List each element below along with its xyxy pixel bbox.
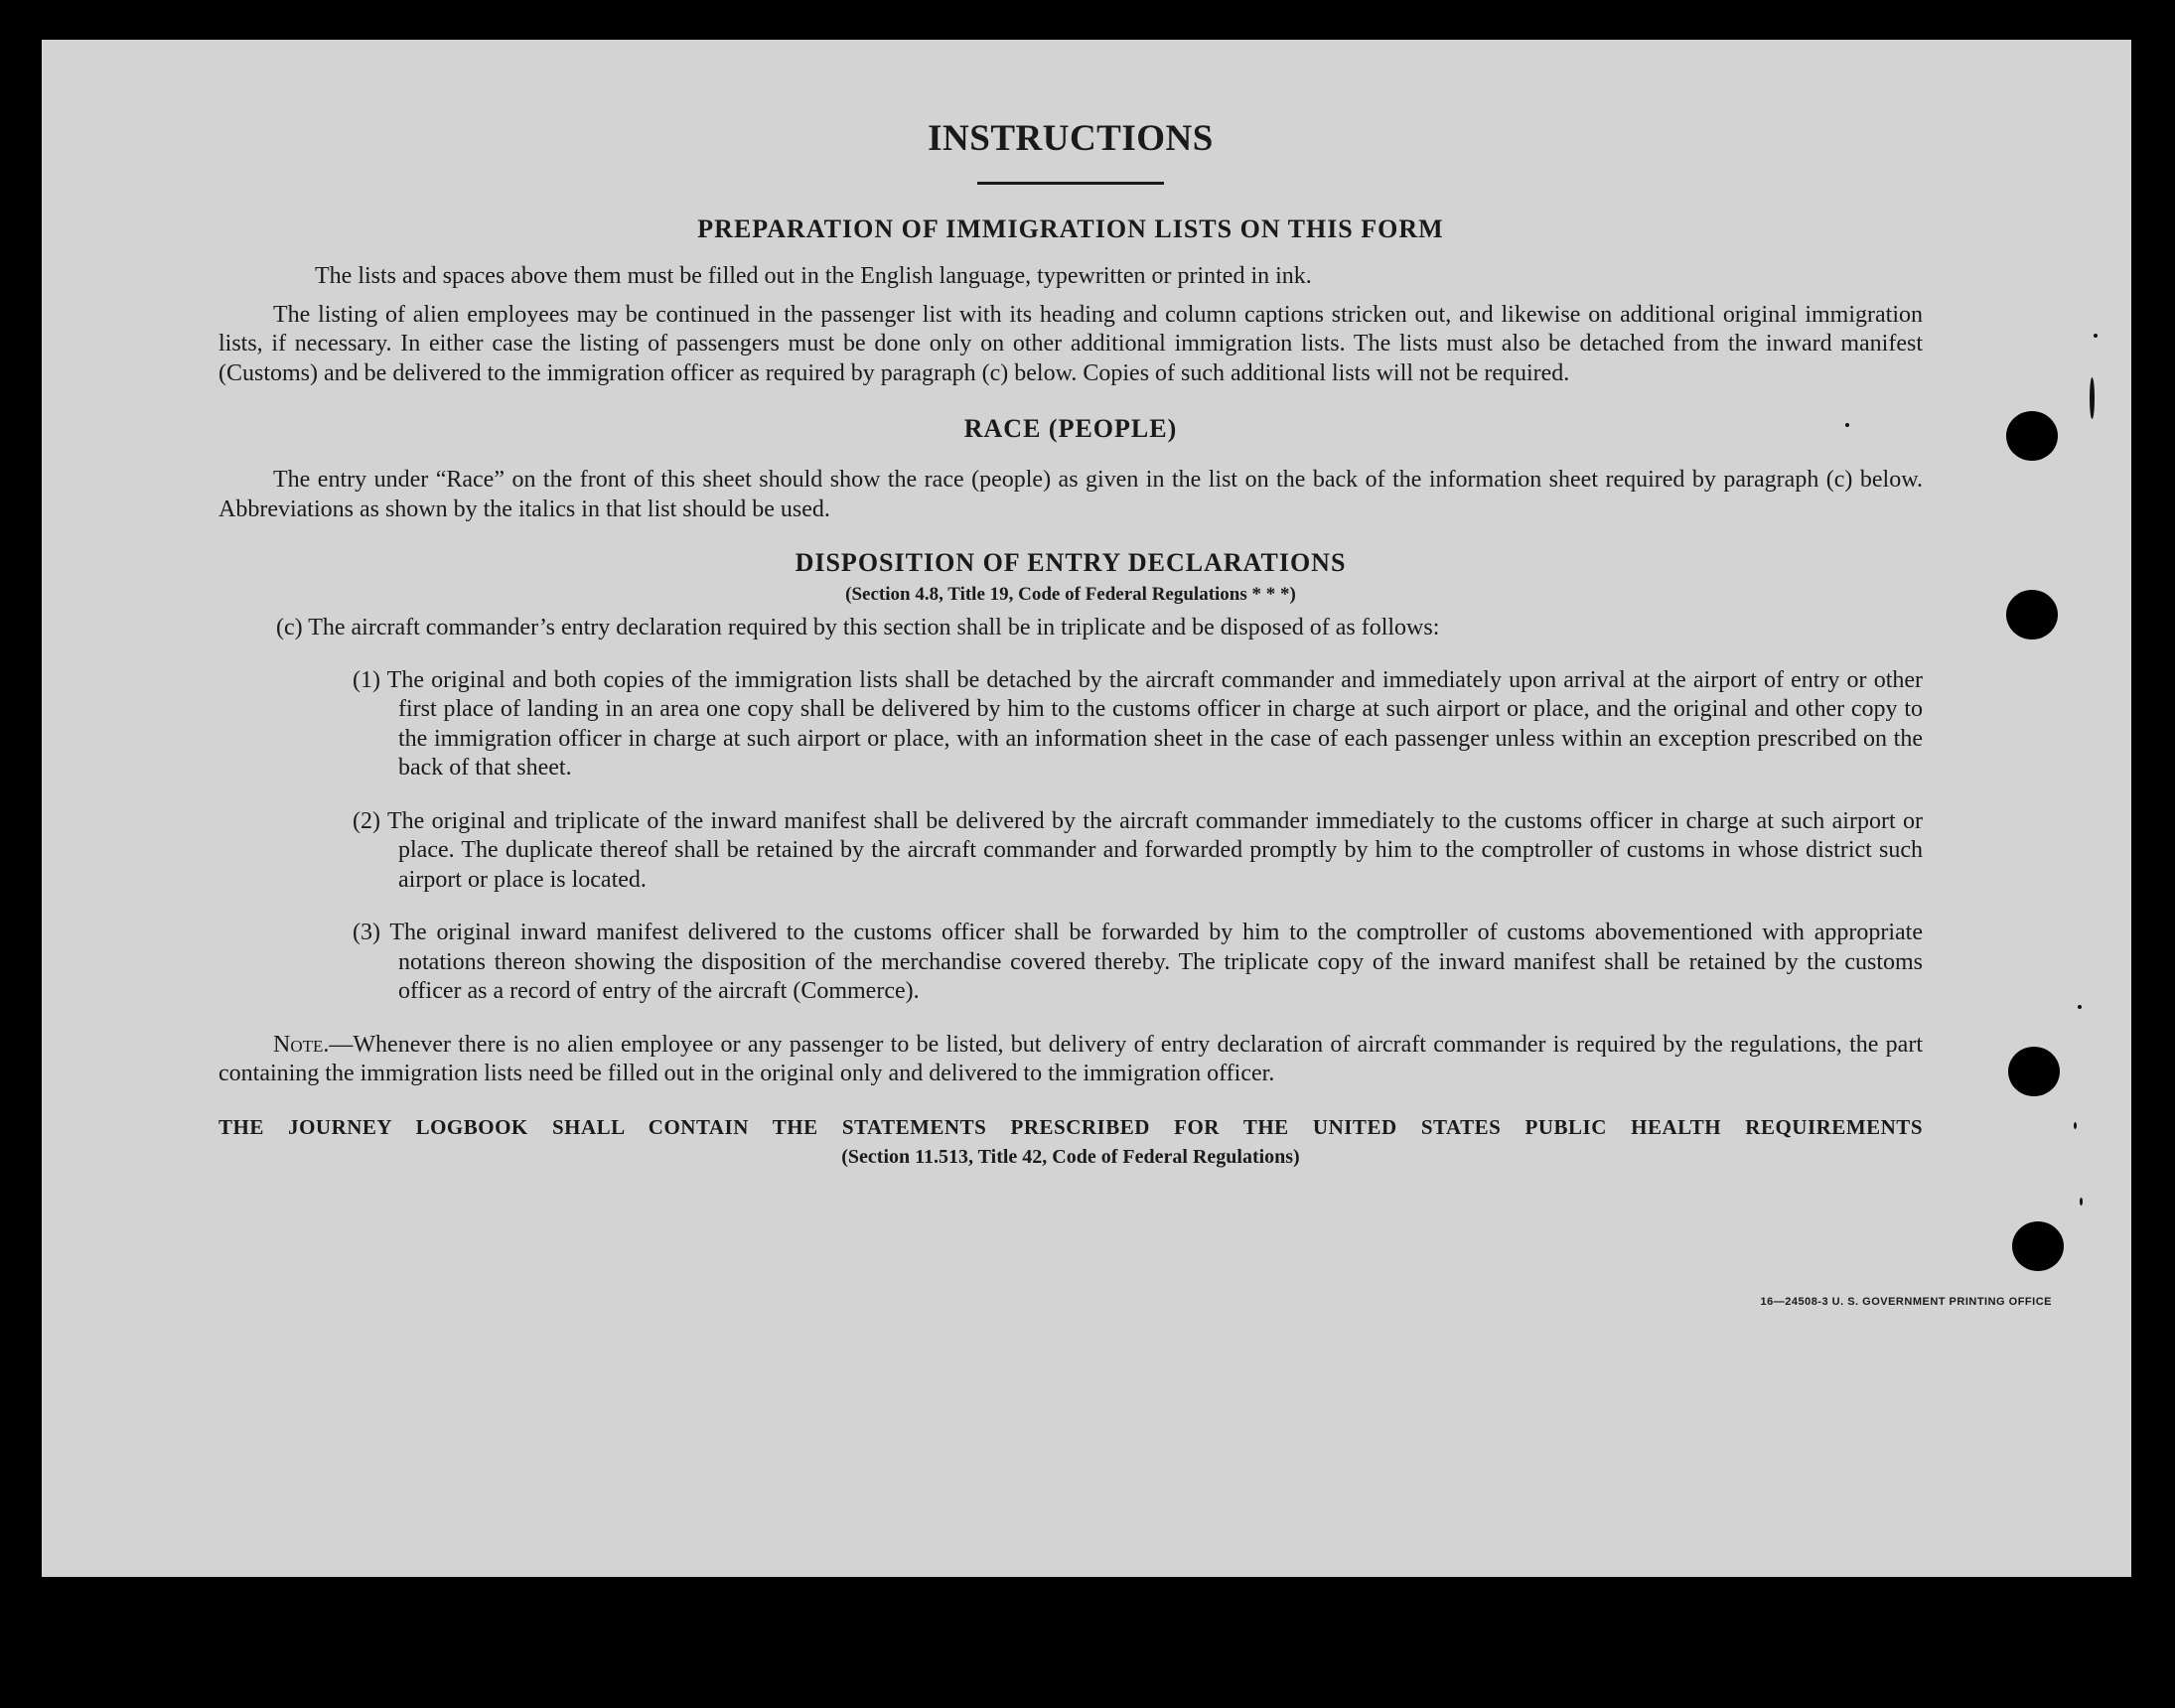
list-item: (3) The original inward manifest delivered to the customs officer shall be forwarded by him to the comptroller of customs abovementioned with appropriate notations thereon showing the disposition of the merchandise covered thereby. The triplicate copy of the inward manifest shall be retained by the customs officer as a record of entry of the aircraft (Commerce).	[353, 920, 1923, 1004]
page-title: INSTRUCTIONS	[928, 118, 1214, 159]
ink-mark	[2074, 1122, 2077, 1129]
disposition-heading: DISPOSITION OF ENTRY DECLARATIONS	[795, 548, 1347, 577]
race-paragraph: The entry under “Race” on the front of this sheet should show the race (people) as given in the list on the back of the information sheet required by paragraph (c) below. Abbreviations as shown by the italics in that list should be used.	[218, 467, 1923, 522]
punch-hole	[2008, 1047, 2060, 1096]
title-rule	[977, 182, 1164, 185]
punch-hole	[2012, 1221, 2064, 1271]
ink-mark	[2090, 377, 2095, 419]
list-item: (2) The original and triplicate of the inward manifest shall be delivered by the aircraft commander immediately to the customs officer in charge at such airport or place. The duplicate thereof shall be retained by the aircraft commander and forwarded promptly by him to the comptroller of customs in whose district such airport or place is located.	[353, 807, 1923, 893]
punch-hole	[2006, 590, 2058, 640]
ink-mark	[1845, 423, 1849, 427]
note-paragraph	[218, 1031, 1923, 1089]
punch-hole	[2006, 411, 2058, 461]
disposition-reference: (Section 4.8, Title 19, Code of Federal Regulations * * *)	[845, 584, 1296, 605]
ink-mark	[2094, 334, 2098, 338]
list-item: (1) The original and both copies of the immigration lists shall be detached by the aircraft commander and immediately upon arrival at the airport of entry or other first place of landing in an area one copy shall be delivered by him to the customs officer in charge at such airport or place, and the original and other copy to the immigration officer in charge at such airport or place, with an information sheet in the case of each passenger unless within an exception prescribed on the back of that sheet.	[353, 666, 1923, 781]
paragraph-c: (c) The aircraft commander’s entry declaration required by this section shall be in triplicate and be disposed of as follows:	[276, 615, 1440, 640]
note-label: Note.	[273, 1031, 330, 1058]
note-text: —Whenever there is no alien employee or any passenger to be listed, but delivery of entry declaration of aircraft commander is required by the regulations, the part containing the immigration lists need be filled out in the original only and delivered to the immigration officer.	[218, 1031, 1923, 1086]
preparation-paragraph-1: The lists and spaces above them must be filled out in the English language, typewritten or printed in ink.	[315, 263, 1312, 289]
document-content	[218, 117, 1923, 1169]
ink-mark	[2078, 1005, 2082, 1009]
health-requirements-reference: (Section 11.513, Title 42, Code of Federal Regulations)	[841, 1145, 1300, 1168]
health-requirements-statement: THE JOURNEY LOGBOOK SHALL CONTAIN THE STATEMENTS PRESCRIBED FOR THE UNITED STATES PUBLIC HEALTH REQUIREMENTS	[218, 1114, 1923, 1139]
preparation-heading: PREPARATION OF IMMIGRATION LISTS ON THIS FORM	[697, 214, 1444, 243]
ink-mark	[2080, 1198, 2083, 1206]
race-heading: RACE (PEOPLE)	[963, 414, 1178, 443]
preparation-paragraph-2: The listing of alien employees may be continued in the passenger list with its heading and column captions stricken out, and likewise on additional original immigration lists, if necessary. In either case the listing of passengers must be done only on other additional immigration lists. The lists must also be detached from the inward manifest (Customs) and be delivered to the immigration officer as required by paragraph (c) below. Copies of such additional lists will not be required.	[218, 301, 1923, 386]
printer-imprint: 16—24508-3 U. S. GOVERNMENT PRINTING OFFICE	[1760, 1296, 2052, 1308]
document-sheet	[42, 40, 2131, 1577]
